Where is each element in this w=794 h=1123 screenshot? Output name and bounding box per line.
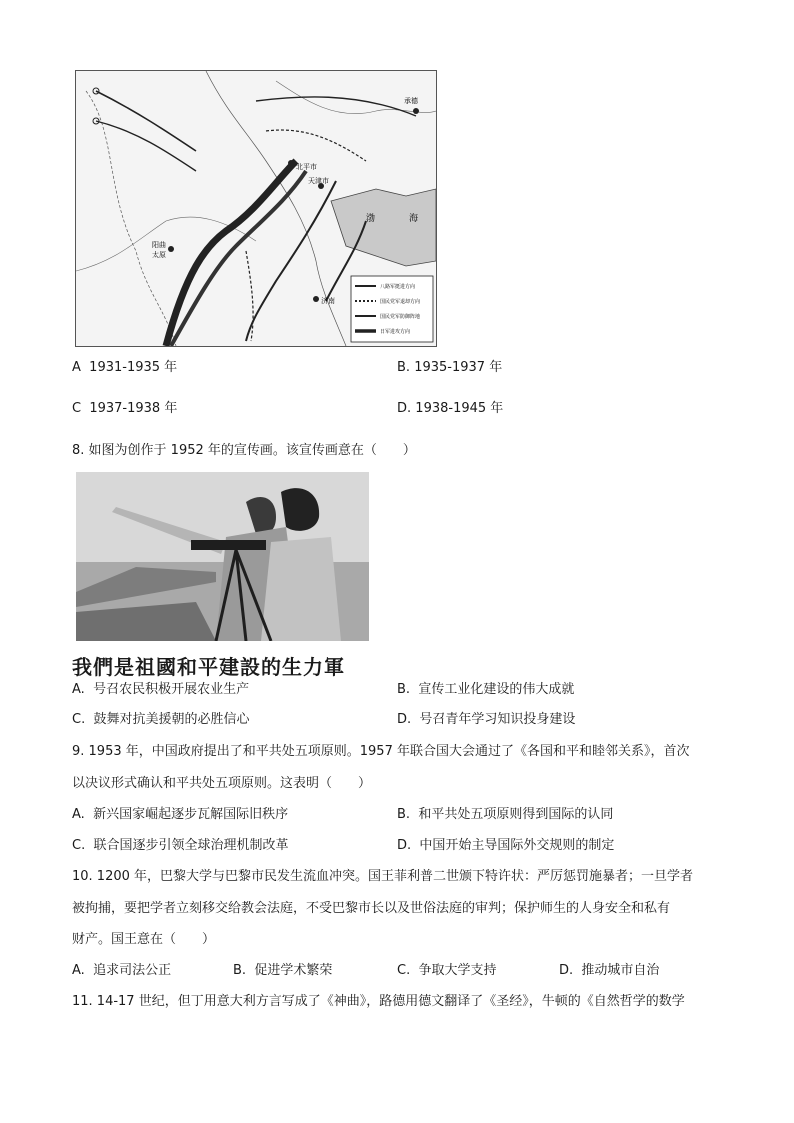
label-hai: 海 — [409, 214, 419, 224]
q10-option-b[interactable] — [233, 962, 332, 980]
battle-map — [75, 70, 437, 347]
eighth-route-arrow-1 — [96, 91, 196, 151]
city-marker-chengde — [413, 108, 419, 114]
city-marker-jinan — [313, 296, 319, 302]
legend-japanese-advance: 日军进攻方向 — [380, 329, 411, 335]
option-text: 号召青年学习知识投身建设 — [419, 712, 576, 727]
option-text: 新兴国家崛起逐步瓦解国际旧秩序 — [93, 807, 289, 822]
option-text: 鼓舞对抗美援朝的必胜信心 — [93, 712, 250, 727]
japanese-advance-arrow-2 — [171, 171, 306, 346]
kmt-retreat-arrow — [266, 130, 366, 161]
label-beiping: 北平市 — [296, 163, 317, 171]
propaganda-poster — [76, 472, 369, 641]
q10-option-a[interactable] — [72, 962, 171, 980]
q9-option-d[interactable] — [397, 837, 614, 855]
option-letter: B. — [397, 360, 411, 375]
option-text: 争取大学支持 — [418, 963, 497, 978]
option-text: 促进学术繁荣 — [254, 963, 333, 978]
option-text: 1931-1935 年 — [89, 360, 178, 375]
option-letter: B. — [397, 807, 411, 822]
option-letter: A. — [72, 682, 85, 697]
option-text: 追求司法公正 — [93, 963, 172, 978]
q8-option-a[interactable] — [72, 681, 249, 699]
option-letter: D. — [397, 401, 412, 416]
q7-option-c[interactable] — [72, 400, 177, 418]
q9-stem-line-1: 9. 1953 年，中国政府提出了和平共处五项原则。1957 年联合国大会通过了《各国和平和睦邻关系》，首次 — [72, 744, 690, 759]
q8-option-b[interactable] — [397, 681, 574, 699]
q10-option-d[interactable] — [559, 962, 659, 980]
sea-region — [331, 189, 436, 266]
option-text: 1937-1938 年 — [89, 401, 178, 416]
poster-slogan: 我們是祖國和平建設的生力軍 — [72, 655, 345, 679]
surveying-instrument — [191, 540, 266, 550]
label-tianjin: 天津市 — [308, 177, 329, 185]
q10-stem-line-1: 10. 1200 年，巴黎大学与巴黎市民发生流血冲突。国王菲利普二世颁下特许状：严厉惩罚施暴者；一旦学者 — [72, 869, 694, 884]
q9-option-b[interactable] — [397, 806, 613, 824]
q9-option-c[interactable] — [72, 837, 289, 855]
option-text: 和平共处五项原则得到国际的认同 — [418, 807, 614, 822]
city-marker-beiping — [288, 160, 294, 166]
option-text: 中国开始主导国际外交规则的制定 — [419, 838, 615, 853]
label-bo: 渤 — [366, 214, 376, 224]
map-legend — [351, 276, 433, 342]
option-text: 联合国逐步引领全球治理机制改革 — [93, 838, 289, 853]
option-letter: D. — [559, 963, 574, 978]
q9-option-a[interactable] — [72, 806, 288, 824]
option-text: 推动城市自治 — [581, 963, 660, 978]
option-text: 号召农民积极开展农业生产 — [93, 682, 250, 697]
legend-kmt-defense: 国民党军防御阵地 — [380, 314, 421, 320]
label-jinan: 济南 — [321, 297, 335, 305]
label-yangqu: 阳曲 — [152, 241, 166, 249]
option-text: 1938-1945 年 — [415, 401, 504, 416]
poster-drawing — [76, 472, 369, 641]
option-letter: A — [72, 360, 81, 375]
map-drawing — [76, 71, 436, 346]
city-marker-taiyuan — [168, 246, 174, 252]
option-letter: A. — [72, 963, 85, 978]
eighth-route-arrow-3 — [256, 97, 416, 116]
q10-stem-line-3: 财产。国王意在（ ） — [72, 932, 216, 947]
q11-stem-line-1: 11. 14-17 世纪，但丁用意大利方言写成了《神曲》，路德用德文翻译了《圣经》，牛顿的《自然哲学的数学 — [72, 994, 685, 1009]
q8-stem: 8. 如图为创作于 1952 年的宣传画。该宣传画意在（ ） — [72, 443, 416, 458]
option-letter: D. — [397, 838, 412, 853]
q8-option-c[interactable] — [72, 711, 250, 729]
option-letter: C. — [72, 838, 86, 853]
option-text: 1935-1937 年 — [414, 360, 503, 375]
q9-stem-line-2: 以决议形式确认和平共处五项原则。这表明（ ） — [72, 776, 372, 791]
option-letter: C — [72, 401, 82, 416]
woman-figure-body — [261, 537, 341, 641]
legend-eighth-route: 八路军挺进方向 — [380, 284, 416, 290]
label-chengde: 承德 — [404, 97, 418, 105]
q7-option-a[interactable] — [72, 359, 177, 377]
label-taiyuan: 太原 — [152, 251, 166, 259]
q7-option-b[interactable] — [397, 359, 502, 377]
option-letter: C. — [72, 712, 86, 727]
option-letter: D. — [397, 712, 412, 727]
option-letter: B. — [397, 682, 411, 697]
q10-option-c[interactable] — [397, 962, 497, 980]
legend-kmt-retreat: 国民党军退却方向 — [380, 299, 421, 305]
q8-option-d[interactable] — [397, 711, 575, 729]
option-letter: B. — [233, 963, 247, 978]
q10-stem-line-2: 被拘捕，要把学者立刻移交给教会法庭，不受巴黎市长以及世俗法庭的审判；保护师生的人身安全和私有 — [72, 901, 671, 916]
q7-option-d[interactable] — [397, 400, 503, 418]
option-letter: A. — [72, 807, 85, 822]
option-letter: C. — [397, 963, 411, 978]
option-text: 宣传工业化建设的伟大成就 — [418, 682, 575, 697]
